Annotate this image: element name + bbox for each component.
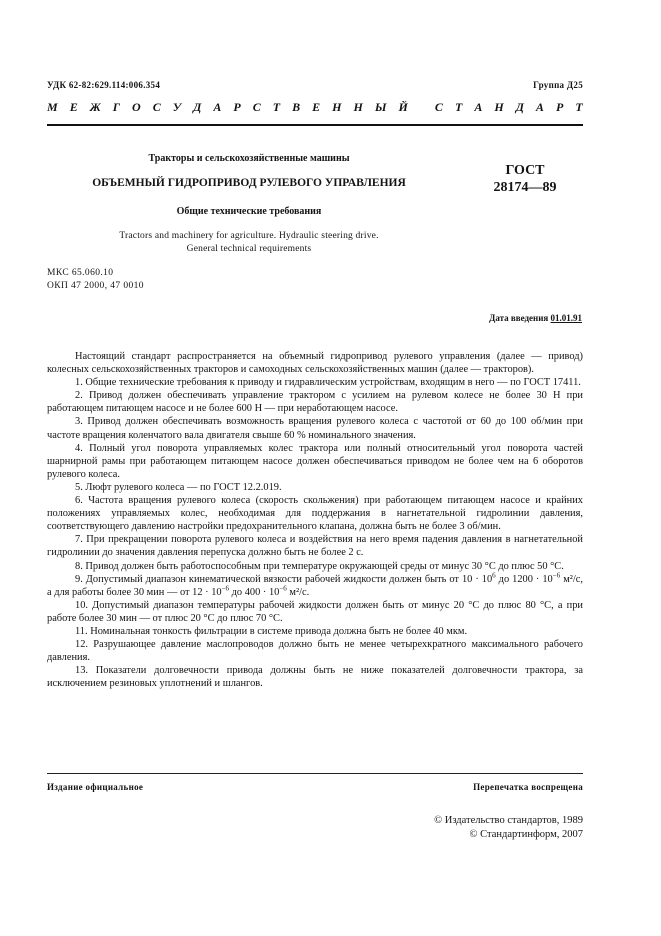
banner-letter: Т	[272, 100, 281, 114]
banner-letter: С	[252, 100, 261, 114]
p9-text-c: м²/с, а для работы более 30 мин — от 12 · 10	[47, 573, 583, 598]
banner-letter: Ж	[89, 100, 101, 114]
introduction-date-label: Дата введения	[489, 313, 549, 323]
group-code: Группа Д25	[533, 80, 583, 90]
banner-letter: О	[132, 100, 141, 114]
document-title: ОБЪЕМНЫЙ ГИДРОПРИВОД РУЛЕВОГО УПРАВЛЕНИЯ	[92, 177, 406, 189]
banner-letter: Е	[69, 100, 78, 114]
banner-letter: Ы	[374, 100, 387, 114]
banner-letter: В	[292, 100, 301, 114]
p9-text-e: м²/с.	[286, 586, 310, 598]
banner-letter	[420, 100, 423, 115]
banner-letter: Р	[555, 100, 564, 114]
paragraph-intro: Настоящий стандарт распространяется на объемный гидропривод рулевого управления (далее — привод) колесных сельскохозяйственных тракторов и самоходных сельскохозяйственных машин (далее — тракторов).	[47, 351, 583, 376]
introduction-date-value: 01.01.91	[550, 313, 582, 323]
banner-letter: Г	[112, 100, 120, 114]
okp-code: ОКП 47 2000, 47 0010	[47, 281, 144, 291]
banner-letter: Р	[233, 100, 241, 114]
banner-letter: Т	[454, 100, 463, 114]
banner-letter: Й	[398, 100, 408, 114]
body-text	[47, 350, 583, 690]
paragraph-11: 11. Номинальная тонкость фильтрации в системе привода должна быть не более 40 мкм.	[75, 625, 468, 637]
header-rule	[47, 124, 583, 126]
p9-text-d: до 400 · 10	[229, 586, 280, 598]
banner-letter: М	[47, 100, 58, 114]
banner-letter: А	[535, 100, 544, 114]
p9-text-a: 9. Допустимый диапазон кинематической вязкости рабочей жидкости должен быть от 10 · 10	[75, 573, 493, 585]
p9-exponent-1: 6	[492, 571, 496, 580]
banner-letter: Н	[332, 100, 342, 114]
gost-number: 28174—89	[493, 180, 557, 195]
banner-letter: Е	[312, 100, 321, 114]
paragraph-2: 2. Привод должен обеспечивать управление трактором с усилием на рулевом колесе не более 30 Н при работающем питающем насосе и не более 600 Н — при неработающем насосе.	[47, 390, 583, 415]
banner-letter: У	[172, 100, 182, 114]
p9-exponent-3: −6	[221, 584, 230, 593]
banner-letter: А	[213, 100, 222, 114]
paragraph-10: 10. Допустимый диапазон температуры рабочей жидкости должен быть от минус 20 °С до плюс 80 °С, а при работе более 30 мин — от плюс 20 °С до плюс 70 °С.	[47, 599, 583, 624]
paragraph-13: 13. Показатели долговечности привода должны быть не ниже показателей долговечности трактора, за исключением резиновых уплотнений и шлангов.	[47, 665, 583, 690]
english-title-line1: Tractors and machinery for agriculture. Hydraulic steering drive.	[119, 231, 379, 241]
reprint-prohibited: Перепечатка воспрещена	[473, 782, 583, 792]
paragraph-8: 8. Привод должен быть работоспособным при температуре окружающей среды от минус 30 °С до плюс 50 °С.	[75, 560, 564, 572]
english-title-line2: General technical requirements	[186, 244, 312, 254]
banner-letter: Н	[353, 100, 363, 114]
copyright-line-2: © Стандартинформ, 2007	[469, 829, 583, 840]
banner-letter: А	[474, 100, 483, 114]
p9-text-b: до 1200 · 10	[495, 573, 553, 585]
p9-exponent-2: −6	[552, 571, 561, 580]
paragraph-9	[47, 573, 583, 599]
paragraph-1: 1. Общие технические требования к приводу и гидравлическим устройствам, входящим в него — по ГОСТ 17411.	[75, 377, 581, 389]
paragraph-12: 12. Разрушающее давление маслопроводов должно быть не менее четырехкратного максимального рабочего давления.	[47, 639, 583, 664]
paragraph-5: 5. Люфт рулевого колеса — по ГОСТ 12.2.019.	[75, 481, 282, 493]
banner-letter: С	[152, 100, 161, 114]
banner-letter: Д	[515, 100, 524, 114]
p9-exponent-4: −6	[279, 584, 287, 593]
banner-letter: С	[434, 100, 443, 114]
udk-code: УДК 62-82:629.114:006.354	[47, 80, 161, 90]
footer-rule	[47, 773, 583, 774]
document-subtitle: Общие технические требования	[176, 206, 322, 217]
paragraph-3: 3. Привод должен обеспечивать возможность вращения рулевого колеса с частотой от 60 до 100 об/мин при частоте вращения коленчатого вала двигателя свыше 60 % номинального значения.	[47, 416, 583, 441]
edition-official: Издание официальное	[47, 782, 144, 792]
gost-label: ГОСТ	[505, 163, 545, 178]
paragraph-6: 6. Частота вращения рулевого колеса (скорость скольжения) при работающем питающем насосе и крайних положениях управляемых колес, необходимая для поддержания в нагнетательной гидролинии давления, соответствующего давлению настройки предохранительного клапана, должна быть не более 3 об/мин.	[47, 495, 583, 533]
paragraph-7: 7. При прекращении поворота рулевого колеса и воздействия на него время падения давления в нагнетательной гидролинии до значения давления перепуска должно быть не более 2 с.	[47, 534, 583, 559]
banner-letter: Д	[193, 100, 202, 114]
banner-letter: Т	[575, 100, 583, 114]
subject-line: Тракторы и сельскохозяйственные машины	[148, 153, 350, 164]
introduction-date	[489, 313, 582, 323]
mks-code: МКС 65.060.10	[47, 268, 114, 278]
copyright-line-1: © Издательство стандартов, 1989	[434, 815, 583, 826]
paragraph-4: 4. Полный угол поворота управляемых колес трактора или полный относительный угол поворота частей шарнирной рамы при работающем питающем насосе должен обеспечиваться приводом не более чем на 6 оборотов рулевого колеса.	[47, 442, 583, 480]
banner-letter: Н	[494, 100, 504, 114]
interstate-standard-banner	[47, 100, 583, 115]
